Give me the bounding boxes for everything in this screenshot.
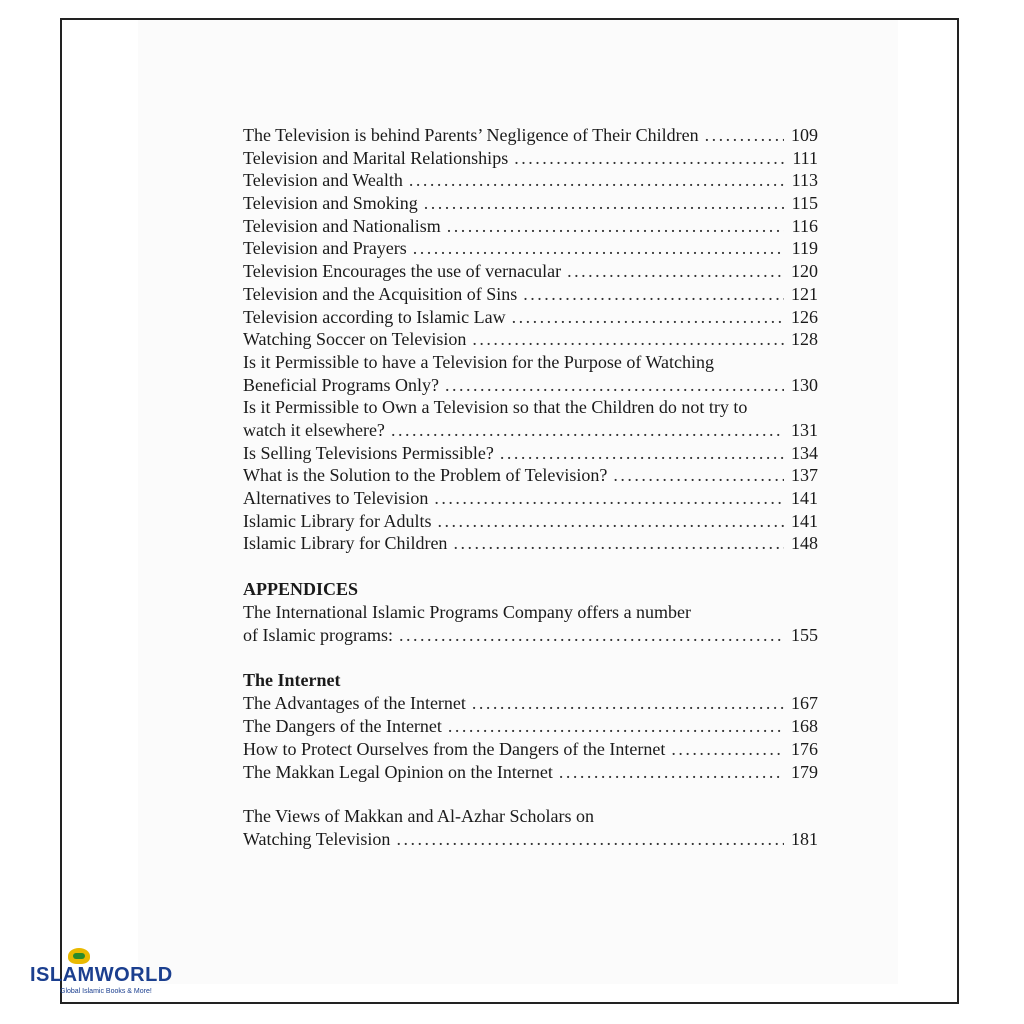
toc-entry-line: The International Islamic Programs Company offers a number — [243, 602, 692, 623]
dot-leader — [391, 419, 784, 442]
toc-entry — [243, 532, 818, 555]
toc-entry-title: The Television is behind Parents’ Negligence of Their Children — [243, 125, 699, 145]
dot-leader — [514, 147, 784, 170]
toc-page-number: 181 — [791, 828, 818, 849]
toc-page-number: 119 — [791, 238, 818, 259]
toc-entry — [243, 464, 818, 487]
toc-entry-title: Beneficial Programs Only? — [243, 374, 439, 395]
toc-page-number: 121 — [791, 283, 818, 304]
toc-entry — [243, 215, 818, 238]
toc-entry-line: The Views of Makkan and Al-Azhar Scholars on — [243, 806, 594, 827]
toc-entry-title: Islamic Library for Children — [243, 533, 448, 554]
toc-entry — [243, 828, 818, 851]
toc-page-number: 179 — [791, 761, 818, 782]
toc-page-number: 113 — [791, 170, 818, 191]
dot-leader — [447, 215, 784, 238]
toc-entry — [243, 715, 818, 738]
toc-entry-line: Is it Permissible to Own a Television so that the Children do not try to — [243, 397, 748, 418]
toc-entry-title: Islamic Library for Adults — [243, 510, 432, 531]
dot-leader — [445, 374, 784, 397]
dot-leader — [409, 169, 784, 192]
toc-entry — [243, 192, 818, 215]
toc-page-number: 141 — [791, 510, 818, 531]
toc-entry — [243, 738, 818, 761]
toc-section-television — [243, 124, 818, 351]
toc-entry — [243, 328, 818, 351]
toc-page-number: 111 — [792, 147, 818, 168]
toc-page-number: 176 — [791, 738, 818, 759]
toc-page-number: 167 — [791, 693, 818, 714]
toc-entry-title: Television and the Acquisition of Sins — [243, 283, 518, 304]
dot-leader — [472, 328, 784, 351]
dot-leader — [396, 828, 784, 851]
dot-leader — [523, 283, 784, 306]
toc-entry — [243, 692, 818, 715]
toc-entry — [243, 487, 818, 510]
toc-entry — [243, 260, 818, 283]
toc-entry-title: Television and Prayers — [243, 238, 407, 259]
dot-leader — [613, 464, 784, 487]
toc-entry-title: The Makkan Legal Opinion on the Internet — [243, 761, 553, 782]
toc-entry — [243, 442, 818, 465]
appendices-heading: APPENDICES — [243, 579, 359, 600]
toc-entry — [243, 124, 818, 147]
toc-entry — [243, 283, 818, 306]
toc-entry-line: Is it Permissible to have a Television for the Purpose of Watching — [243, 351, 715, 372]
dot-leader — [453, 532, 784, 555]
toc-entry — [243, 374, 818, 397]
dot-leader — [434, 487, 784, 510]
toc-page-number: 155 — [791, 624, 818, 645]
islamworld-logo — [30, 944, 173, 1014]
dot-leader — [705, 124, 784, 147]
toc-entry-title: watch it elsewhere? — [243, 419, 385, 440]
toc-entry — [243, 419, 818, 442]
toc-entry-title: of Islamic programs: — [243, 624, 393, 645]
dot-leader — [559, 761, 784, 784]
toc-page-number: 148 — [791, 533, 818, 554]
toc-page-number: 128 — [791, 329, 818, 350]
toc-page-number: 137 — [791, 465, 818, 486]
logo-emblem-icon — [68, 948, 90, 964]
dot-leader — [500, 442, 784, 465]
toc-section-television-2 — [243, 442, 818, 555]
toc-entry-title: What is the Solution to the Problem of Television? — [243, 465, 608, 486]
toc-entry-title: Television and Marital Relationships — [243, 147, 509, 168]
toc-entry-title: How to Protect Ourselves from the Dangers of the Internet — [243, 738, 666, 759]
toc-entry-title: The Dangers of the Internet — [243, 716, 442, 737]
toc-entry-title: The Advantages of the Internet — [243, 693, 466, 714]
toc-page-number: 130 — [791, 374, 818, 395]
toc-entry-title: Is Selling Televisions Permissible? — [243, 442, 494, 463]
dot-leader — [512, 306, 784, 329]
logo-brand: ISLAMWORLD — [30, 964, 173, 986]
toc-page-number: 134 — [791, 442, 818, 463]
toc-entry — [243, 237, 818, 260]
toc-entry — [243, 169, 818, 192]
toc-section-internet — [243, 692, 818, 783]
dot-leader — [567, 260, 784, 283]
toc-page-number: 131 — [791, 419, 818, 440]
toc-entry-title: Television and Wealth — [243, 170, 403, 191]
toc-page-number: 109 — [791, 125, 818, 145]
dot-leader — [399, 624, 784, 647]
toc-entry — [243, 624, 818, 647]
toc-entry-title: Alternatives to Television — [243, 488, 429, 508]
toc-entry-title: Watching Soccer on Television — [243, 329, 467, 350]
toc-entry-title: Watching Television — [243, 828, 391, 849]
toc-page-number: 168 — [791, 716, 818, 737]
toc-entry-title: Television and Smoking — [243, 193, 418, 214]
dot-leader — [437, 510, 784, 533]
toc-entry — [243, 510, 818, 533]
dot-leader — [448, 715, 784, 738]
dot-leader — [472, 692, 784, 715]
toc-page-number: 116 — [791, 215, 818, 236]
toc-entry-title: Television and Nationalism — [243, 215, 441, 236]
toc-entry — [243, 147, 818, 170]
dot-leader — [424, 192, 784, 215]
toc-entry — [243, 306, 818, 329]
internet-heading: The Internet — [243, 670, 341, 691]
toc-page-number: 115 — [791, 193, 818, 214]
dot-leader — [413, 237, 784, 260]
dot-leader — [671, 738, 784, 761]
toc-page-number: 120 — [791, 261, 818, 282]
table-of-contents — [243, 124, 818, 851]
logo-tagline: Global Islamic Books & More! — [60, 988, 152, 995]
toc-page-number: 141 — [791, 488, 818, 508]
toc-entry — [243, 761, 818, 784]
toc-entry-title: Television Encourages the use of vernacular — [243, 261, 562, 282]
toc-page-number: 126 — [791, 306, 818, 327]
toc-entry-title: Television according to Islamic Law — [243, 306, 506, 327]
